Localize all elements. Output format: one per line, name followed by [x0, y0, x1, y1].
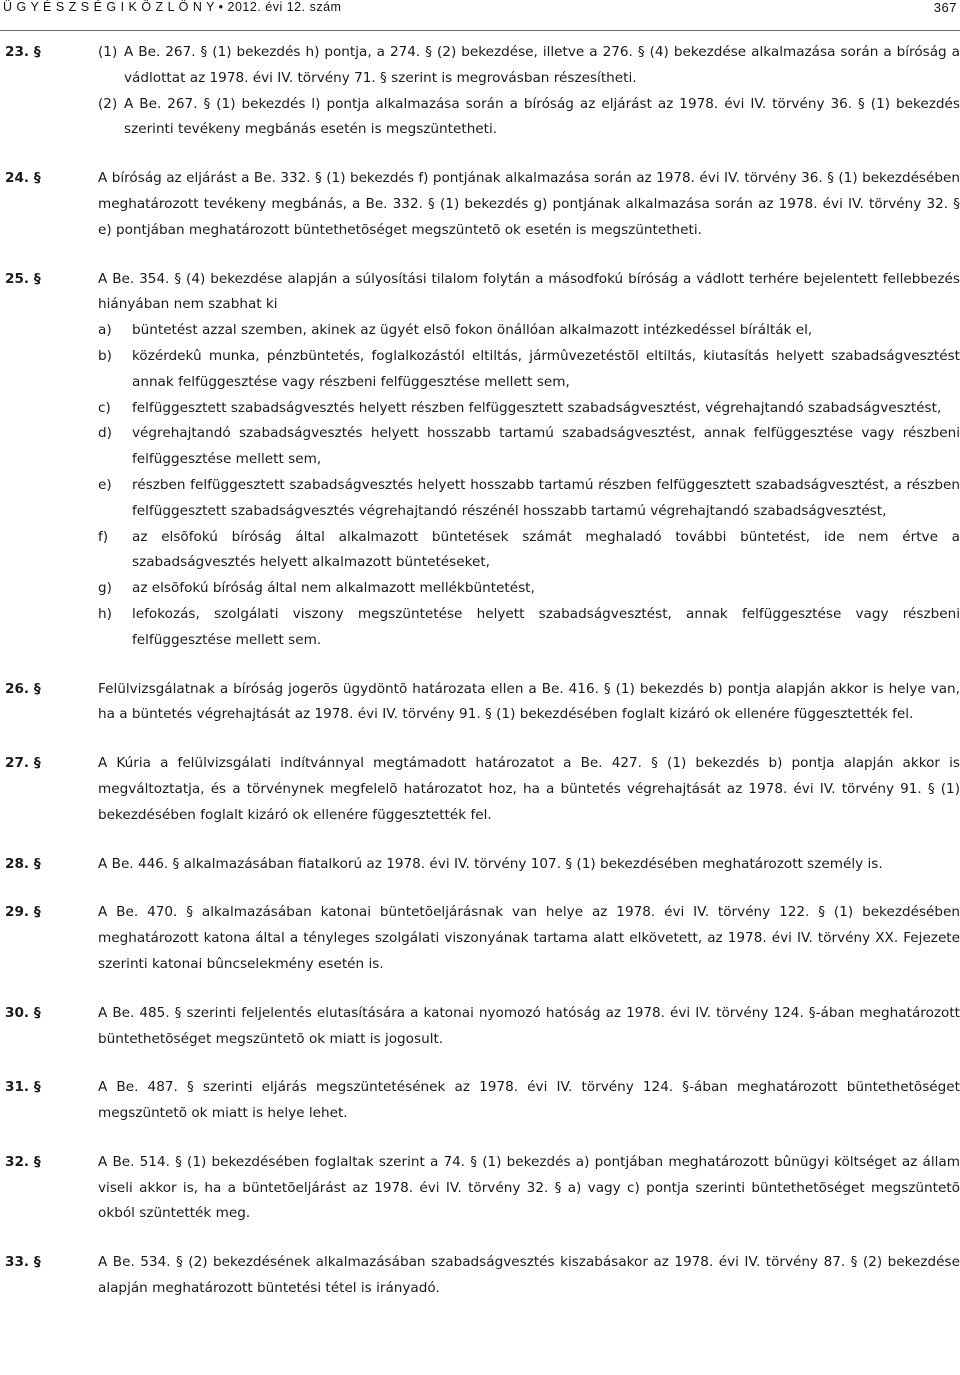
section-number: 33. § — [5, 1254, 41, 1271]
subsection-1 — [98, 40, 960, 92]
section-number: 32. § — [5, 1153, 41, 1170]
section-25 — [0, 267, 960, 654]
list-item-label: h) — [98, 605, 112, 622]
subsection-text: A Be. 267. § (1) bekezdés h) pontja, a 274. § (2) bekezdése, illetve a 276. § (4) bekezdése alkalmazása során a bíróság a vádlottat az 1978. évi IV. törvény 71. § szerint is megrovásban részesítheti. — [124, 44, 960, 86]
section-text: Felülvizsgálatnak a bíróság jogerõs ügydöntõ határozata ellen a Be. 416. § (1) bekezdés b) pontja alapján akkor is helye van, ha a büntetés végrehajtását az 1978. évi IV. törvény 91. § (1) bekezdésében foglalt kizáró ok ellenére függesztették fel. — [98, 680, 960, 723]
list-item-label: e) — [98, 476, 112, 493]
section-text: A Be. 514. § (1) bekezdésében foglaltak szerint a 74. § (1) bekezdés a) pontjában meghatározott bûnügyi költséget az állam viseli akkor is, ha a büntetõeljárást az 1978. évi IV. törvény 32. § a) vagy c) pontja szerinti büntethetõséget megszüntetõ okból szüntették meg. — [98, 1153, 960, 1222]
section-text: A Be. 354. § (4) bekezdése alapján a súlyosítási tilalom folytán a másodfokú bíróság a vádlott terhére bejelentett fellebbezés hiányában nem szabhat ki — [98, 270, 960, 313]
list-item-label: g) — [98, 580, 112, 597]
running-header — [0, 0, 960, 31]
list-item-label: b) — [98, 347, 112, 364]
section-text: A Be. 534. § (2) bekezdésének alkalmazásában szabadságvesztés kiszabásakor az 1978. évi IV. törvény 87. § (2) bekezdése alapján meghatározott büntetési tétel is irányadó. — [98, 1254, 960, 1297]
list-item-text: lefokozás, szolgálati viszony megszüntetése helyett szabadságvesztést, annak felfüggesztése vagy részbeni felfüggesztése mellett sem. — [132, 605, 960, 648]
document-body — [0, 40, 960, 1325]
list-item-text: részben felfüggesztett szabadságvesztés helyett hosszabb tartamú részben felfüggesztett szabadságvesztést, a részben felfüggesztett szabadságvesztés végrehajtandó részénél hosszabb tartamú végrehajtandó szabadságvesztést, — [132, 476, 960, 519]
list-item-label: c) — [98, 399, 111, 416]
running-title: Ü G Y É S Z S É G I K Ö Z L Ö N Y • 2012. évi 12. szám — [3, 0, 342, 14]
subsection-text: A Be. 267. § (1) bekezdés l) pontja alkalmazása során a bíróság az eljárást az 1978. évi IV. törvény 36. § (1) bekezdés szerinti tevékeny megbánás esetén is megszüntetheti. — [124, 95, 960, 138]
section-29 — [0, 900, 960, 977]
list-item-text: végrehajtandó szabadságvesztés helyett hosszabb tartamú szabadságvesztést, annak felfüggesztése vagy részbeni felfüggesztése mellett sem, — [132, 425, 960, 468]
subsection-label: (1) — [98, 44, 118, 60]
list-item — [98, 602, 960, 654]
list-item-text: az elsõfokú bíróság által nem alkalmazott mellékbüntetést, — [132, 580, 535, 597]
section-text: A Be. 485. § szerinti feljelentés elutasítására a katonai nyomozó hatóság az 1978. évi IV. törvény 124. §-ában meghatározott büntethetõséget megszüntetõ ok miatt is jogosult. — [98, 1004, 960, 1047]
section-text: A Kúria a felülvizsgálati indítvánnyal megtámadott határozatot a Be. 427. § (1) bekezdés b) pontja alapján akkor is megváltoztatja, és a törvénynek megfelelõ határozatot hoz, ha a büntetés végrehajtását az 1978. évi IV. törvény 91. § (1) bekezdésében foglalt kizáró ok ellenére függesztették fel. — [98, 755, 960, 823]
section-text: A Be. 446. § alkalmazásában fiatalkorú az 1978. évi IV. törvény 107. § (1) bekezdésében meghatározott személy is. — [98, 855, 883, 872]
list-item — [98, 396, 960, 422]
list-item — [98, 473, 960, 525]
section-30 — [0, 1001, 960, 1053]
page-number: 367 — [933, 0, 957, 15]
section-text: A Be. 487. § szerinti eljárás megszüntetésének az 1978. évi IV. törvény 124. §-ában meghatározott büntethetõséget megszüntetõ ok miatt is helye lehet. — [98, 1079, 960, 1122]
list-item-text: felfüggesztett szabadságvesztés helyett részben felfüggesztett szabadságvesztést, végrehajtandó szabadságvesztést, — [132, 399, 942, 416]
section-28 — [0, 852, 960, 878]
section-31 — [0, 1075, 960, 1127]
section-number: 23. § — [5, 44, 41, 60]
list-item — [98, 344, 960, 396]
section-text: A Be. 470. § alkalmazásában katonai büntetõeljárásnak van helye az 1978. évi IV. törvény 122. § (1) bekezdésében meghatározott katona által a tényleges szolgálati viszonyának tartama alatt elkövetett, az 1978. évi IV. törvény XX. Fejezete szerinti katonai bûncselekmény esetén is. — [98, 904, 960, 972]
list-item-label: f) — [98, 528, 109, 545]
list-item — [98, 318, 960, 344]
section-24 — [0, 166, 960, 243]
section-23 — [0, 40, 960, 143]
section-27 — [0, 751, 960, 828]
list-item-label: a) — [98, 322, 112, 339]
list-item — [98, 421, 960, 473]
section-number: 29. § — [5, 904, 41, 921]
subsection-2 — [98, 92, 960, 144]
list-item-label: d) — [98, 425, 112, 442]
section-number: 30. § — [5, 1004, 41, 1021]
section-number: 26. § — [5, 680, 41, 697]
section-number: 24. § — [5, 170, 41, 187]
section-text: A bíróság az eljárást a Be. 332. § (1) bekezdés f) pontjának alkalmazása során az 1978. évi IV. törvény 36. § (1) bekezdésében meghatározott tevékeny megbánás, a Be. 332. § (1) bekezdés g) pontjának alkalmazása során az 1978. évi IV. törvény 32. § e) pontjában meghatározott büntethetõséget megszüntetõ ok esetén is megszüntetheti. — [98, 170, 960, 238]
list-item — [98, 525, 960, 577]
subsection-label: (2) — [98, 95, 118, 112]
section-number: 25. § — [5, 270, 41, 287]
section-number: 31. § — [5, 1079, 41, 1096]
list-item-text: az elsõfokú bíróság által alkalmazott büntetések számát meghaladó további büntetést, ide nem értve a szabadságvesztés helyett alkalmazott büntetéseket, — [132, 528, 960, 571]
section-33 — [0, 1250, 960, 1302]
section-26 — [0, 677, 960, 729]
list-item — [98, 576, 960, 602]
section-number: 27. § — [5, 755, 41, 772]
list-item-text: közérdekû munka, pénzbüntetés, foglalkozástól eltiltás, jármûvezetéstõl eltiltás, kiutasítás helyett szabadságvesztést annak felfüggesztése vagy részbeni felfüggesztése mellett sem, — [132, 347, 960, 390]
section-32 — [0, 1150, 960, 1227]
list-item-text: büntetést azzal szemben, akinek az ügyét elsõ fokon önállóan alkalmazott intézkedéssel bírálták el, — [132, 322, 813, 339]
section-number: 28. § — [5, 855, 41, 872]
